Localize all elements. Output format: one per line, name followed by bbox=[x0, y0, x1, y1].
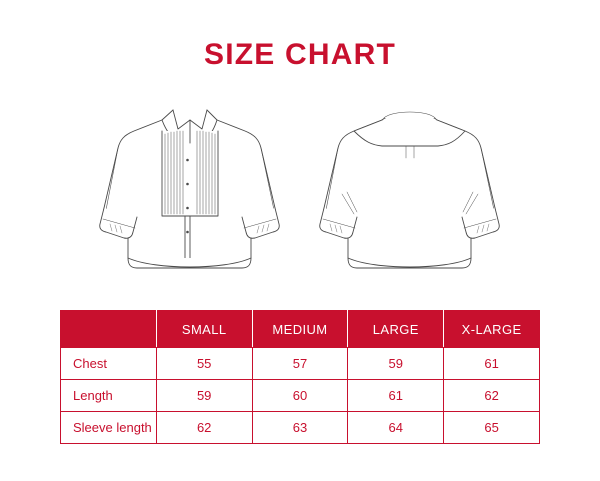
column-header-large: LARGE bbox=[348, 311, 444, 348]
cell-chest-large: 59 bbox=[348, 348, 444, 380]
cell-chest-small: 55 bbox=[156, 348, 252, 380]
table-row bbox=[61, 412, 540, 444]
illustrations-area bbox=[60, 98, 540, 293]
column-header-medium: MEDIUM bbox=[252, 311, 348, 348]
shirt-back-illustration bbox=[310, 98, 510, 288]
cell-sleeve-xlarge: 65 bbox=[444, 412, 540, 444]
shirt-front-illustration bbox=[90, 98, 290, 288]
page-title: SIZE CHART bbox=[204, 38, 396, 71]
cell-sleeve-medium: 63 bbox=[252, 412, 348, 444]
row-label-chest: Chest bbox=[61, 348, 157, 380]
table-header-row bbox=[61, 311, 540, 348]
cell-length-medium: 60 bbox=[252, 380, 348, 412]
column-header-small: SMALL bbox=[156, 311, 252, 348]
table-row bbox=[61, 380, 540, 412]
cell-chest-medium: 57 bbox=[252, 348, 348, 380]
cell-length-large: 61 bbox=[348, 380, 444, 412]
table-header bbox=[61, 311, 540, 348]
cell-chest-xlarge: 61 bbox=[444, 348, 540, 380]
cell-sleeve-small: 62 bbox=[156, 412, 252, 444]
cell-length-xlarge: 62 bbox=[444, 380, 540, 412]
cell-length-small: 59 bbox=[156, 380, 252, 412]
table-body bbox=[61, 348, 540, 444]
cell-sleeve-large: 64 bbox=[348, 412, 444, 444]
row-label-sleeve-length: Sleeve length bbox=[61, 412, 157, 444]
table-row bbox=[61, 348, 540, 380]
table-corner-cell bbox=[61, 311, 157, 348]
size-table bbox=[60, 310, 540, 444]
column-header-xlarge: X-LARGE bbox=[444, 311, 540, 348]
row-label-length: Length bbox=[61, 380, 157, 412]
